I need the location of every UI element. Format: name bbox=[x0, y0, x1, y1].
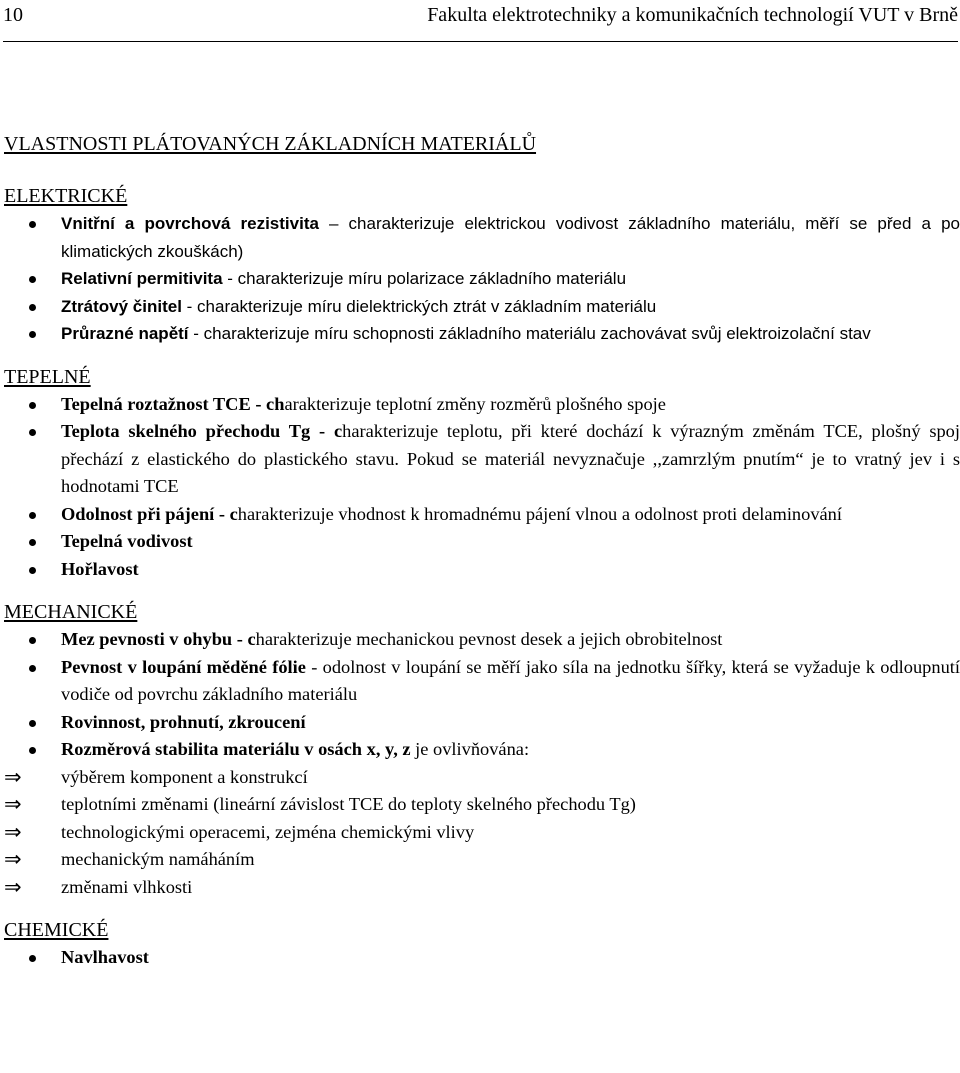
item-text: - charakterizuje míru dielektrických ztrát v základním materiálu bbox=[181, 296, 657, 316]
double-arrow-icon: ⇒ bbox=[4, 847, 22, 871]
section-heading-elektricke: ELEKTRICKÉ bbox=[4, 185, 128, 207]
section-elektricke bbox=[4, 182, 960, 348]
sub-item-text: teplotními změnami (lineární závislost TCE do teploty skelného přechodu Tg) bbox=[61, 794, 636, 814]
section-tepelne bbox=[4, 363, 960, 584]
item-text: je ovlivňována: bbox=[410, 739, 530, 759]
item-term: Odolnost při pájení - c bbox=[61, 503, 238, 524]
item-term: Navlhavost bbox=[61, 947, 149, 967]
sub-list-item bbox=[4, 791, 960, 819]
sub-item-text: změnami vlhkosti bbox=[61, 876, 193, 897]
list-item bbox=[4, 709, 960, 737]
document-body bbox=[4, 130, 960, 972]
list-tepelne bbox=[4, 391, 960, 584]
section-chemicke bbox=[4, 916, 960, 972]
item-text: harakterizuje vhodnost k hromadnému pájení vlnou a odolnost proti delaminování bbox=[237, 503, 842, 524]
item-text: - charakterizuje míru polarizace základního materiálu bbox=[222, 269, 627, 288]
item-text: - odolnost v loupání se měří jako síla na jednotku šířky, která se vyžaduje k odloupnutí vodiče od povrchu základního materiálu bbox=[61, 656, 960, 704]
item-text: – charakterizuje elektrickou vodivost základního materiálu, měří se před a po klimatických zkouškách) bbox=[61, 214, 960, 261]
bullet-icon bbox=[29, 637, 36, 644]
bullet-icon bbox=[29, 665, 36, 672]
sub-item-text: technologickými operacemi, zejména chemickými vlivy bbox=[61, 821, 475, 842]
item-term: Průrazné napětí bbox=[61, 324, 189, 343]
item-term: Vnitřní a povrchová rezistivita bbox=[61, 214, 319, 233]
bullet-icon bbox=[29, 304, 36, 311]
bullet-icon bbox=[29, 512, 36, 519]
item-term: Mez pevnosti v ohybu - c bbox=[61, 629, 256, 649]
sublist-mechanicke bbox=[4, 764, 960, 902]
bullet-icon bbox=[29, 567, 36, 574]
header-rule bbox=[3, 41, 958, 42]
list-mechanicke bbox=[4, 626, 960, 764]
sub-list-item bbox=[4, 874, 960, 902]
double-arrow-icon: ⇒ bbox=[4, 792, 22, 816]
bullet-icon bbox=[29, 429, 36, 436]
bullet-icon bbox=[29, 221, 36, 228]
list-item bbox=[4, 556, 960, 584]
item-text: harakterizuje teplotu, při které dochází k výrazným změnám TCE, plošný spoj přechází z elastického do plastického stavu. Pokud se materiál nevyznačuje ,,zamrzlým pnutím“ je to vratný jev i s hodnotami TCE bbox=[61, 421, 960, 496]
list-item bbox=[4, 528, 960, 556]
item-text: - charakterizuje míru schopnosti základního materiálu zachovávat svůj elektroizolační stav bbox=[188, 324, 871, 343]
sub-list-item bbox=[4, 846, 960, 874]
list-item bbox=[4, 626, 960, 654]
list-item bbox=[4, 210, 960, 265]
section-heading-tepelne: TEPELNÉ bbox=[4, 365, 91, 388]
item-term: Tepelná vodivost bbox=[61, 531, 193, 551]
page-header bbox=[3, 0, 958, 42]
bullet-icon bbox=[29, 747, 36, 754]
item-term: Rovinnost, prohnutí, zkroucení bbox=[61, 711, 306, 732]
sub-list-item bbox=[4, 764, 960, 792]
list-item bbox=[4, 391, 960, 419]
item-term: Hořlavost bbox=[61, 558, 139, 579]
list-item bbox=[4, 293, 960, 321]
section-mechanicke bbox=[4, 598, 960, 901]
list-chemicke bbox=[4, 944, 960, 972]
item-term: Teplota skelného přechodu Tg - c bbox=[61, 421, 343, 441]
double-arrow-icon: ⇒ bbox=[4, 764, 22, 789]
bullet-icon bbox=[29, 331, 36, 338]
bullet-icon bbox=[29, 402, 36, 409]
list-item bbox=[4, 501, 960, 529]
bullet-icon bbox=[29, 720, 36, 727]
sub-item-text: mechanickým namáháním bbox=[61, 849, 255, 869]
bullet-icon bbox=[29, 539, 36, 546]
list-item bbox=[4, 320, 960, 348]
bullet-icon bbox=[29, 955, 36, 962]
list-item bbox=[4, 944, 960, 972]
item-term: Ztrátový činitel bbox=[61, 296, 182, 316]
list-elektricke bbox=[4, 210, 960, 348]
item-term: Tepelná roztažnost TCE - ch bbox=[61, 393, 285, 414]
list-item bbox=[4, 418, 960, 501]
double-arrow-icon: ⇒ bbox=[4, 819, 22, 844]
sub-item-text: výběrem komponent a konstrukcí bbox=[61, 766, 308, 787]
list-item bbox=[4, 265, 960, 293]
header-title: Fakulta elektrotechniky a komunikačních technologií VUT v Brně bbox=[427, 4, 958, 26]
section-heading-chemicke: CHEMICKÉ bbox=[4, 919, 109, 941]
list-item bbox=[4, 736, 960, 764]
double-arrow-icon: ⇒ bbox=[4, 874, 22, 899]
section-heading-mechanicke: MECHANICKÉ bbox=[4, 601, 138, 623]
item-text: arakterizuje teplotní změny rozměrů plošného spoje bbox=[284, 393, 666, 414]
item-term: Rozměrová stabilita materiálu v osách x, y, z bbox=[61, 739, 411, 759]
page-number: 10 bbox=[3, 4, 23, 26]
item-text: harakterizuje mechanickou pevnost desek a jejich obrobitelnost bbox=[255, 629, 723, 649]
item-term: Relativní permitivita bbox=[61, 269, 223, 288]
sub-list-item bbox=[4, 819, 960, 847]
bullet-icon bbox=[29, 276, 36, 283]
item-term: Pevnost v loupání měděné fólie bbox=[61, 656, 306, 677]
list-item bbox=[4, 654, 960, 709]
document-title: VLASTNOSTI PLÁTOVANÝCH ZÁKLADNÍCH MATERIÁLŮ bbox=[4, 133, 537, 155]
